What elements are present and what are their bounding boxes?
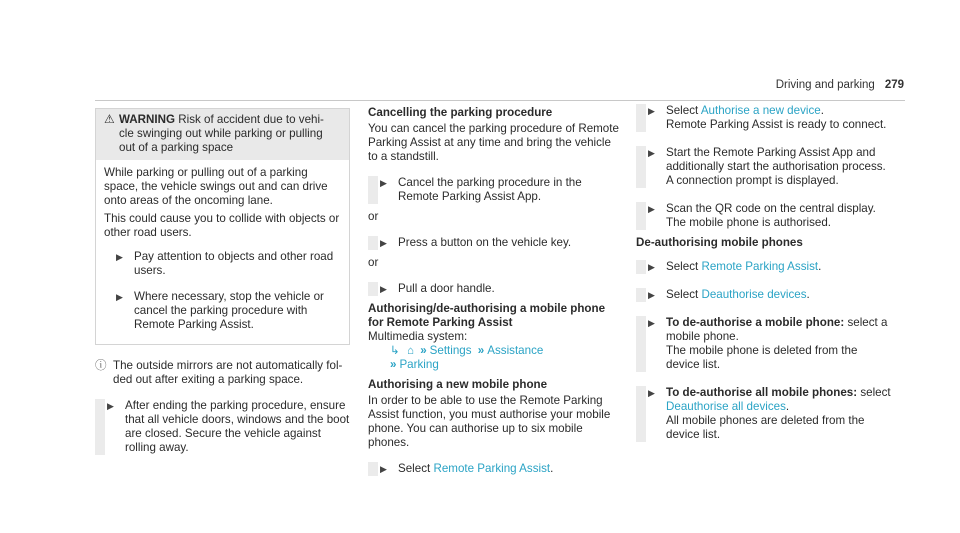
- warning-text-2: This could cause you to collide with objects or other road users.: [104, 212, 340, 239]
- note: [95, 359, 350, 387]
- play-arrow-icon: ▶: [648, 318, 655, 328]
- heading-deauthorise: De-authorising mobile phones: [636, 236, 803, 249]
- or-text: or: [368, 256, 379, 269]
- double-chevron-icon: »: [390, 358, 397, 371]
- link-deauthorise-devices: Deauthorise devices: [701, 288, 807, 301]
- play-arrow-icon: ▶: [648, 106, 655, 116]
- warning-title-line2: cle swinging out while parking or pulling: [119, 127, 323, 140]
- menu-path: [368, 344, 623, 372]
- step-item: ▶ Press a button on the vehicle key.: [368, 236, 623, 250]
- heading-cancel: Cancelling the parking procedure: [368, 106, 553, 119]
- link-remote-parking-assist: Remote Parking Assist: [701, 260, 819, 273]
- cancel-text: You can cancel the parking procedure of Remote Parking Assist at any time and bring the vehicle to a standstill.: [368, 122, 619, 163]
- multimedia-label: Multimedia system:: [368, 330, 468, 343]
- new-phone-text: In order to be able to use the Remote Parking Assist function, you must authorise your mobile phone. You can authorise up to six mobile phones.: [368, 394, 611, 449]
- warning-triangle-icon: ⚠: [104, 112, 115, 126]
- double-chevron-icon: »: [477, 344, 485, 357]
- step-item: ▶ Select Authorise a new device. Remote Parking Assist is ready to connect.: [636, 104, 891, 132]
- warning-box: [95, 108, 350, 345]
- column-3: [636, 100, 891, 448]
- step-item: ▶ Pay attention to objects and other road users.: [116, 250, 334, 277]
- column-2: [368, 100, 623, 482]
- play-arrow-icon: ▶: [116, 252, 123, 262]
- warning-title-line3: out of a parking space: [119, 141, 234, 154]
- page-number: 279: [884, 79, 904, 91]
- warning-title: Risk of accident due to vehi-: [178, 113, 324, 126]
- home-icon: ⌂: [406, 344, 414, 357]
- play-arrow-icon: ▶: [107, 401, 114, 411]
- warning-text-1: While parking or pulling out of a parking space, the vehicle swings out and can drive onto areas of the oncoming lane.: [104, 166, 328, 207]
- heading-new-phone: Authorising a new mobile phone: [368, 378, 548, 391]
- step-item: ▶ Select Deauthorise devices.: [636, 288, 891, 302]
- play-arrow-icon: ▶: [116, 292, 123, 302]
- column-1: [95, 100, 350, 461]
- link-remote-parking-assist: Remote Parking Assist: [433, 462, 551, 475]
- menu-assistance: Assistance: [487, 344, 544, 357]
- play-arrow-icon: ▶: [380, 464, 387, 474]
- play-arrow-icon: ▶: [648, 290, 655, 300]
- warning-label: WARNING: [119, 113, 176, 126]
- play-arrow-icon: ▶: [648, 204, 655, 214]
- section-title: Driving and parking: [775, 79, 875, 91]
- step-item: ▶ After ending the parking procedure, ensure that all vehicle doors, windows and the boot are closed. Secure the vehicle against rolling away.: [95, 399, 350, 455]
- warning-header: [96, 109, 349, 160]
- step-item: ▶ Pull a door handle.: [368, 282, 623, 296]
- link-authorise-new-device: Authorise a new device: [700, 104, 821, 117]
- menu-parking: Parking: [399, 358, 439, 371]
- step-item: ▶ To de-authorise all mobile phones: select Deauthorise all devices. All mobile phones are deleted from the device list.: [636, 386, 891, 442]
- double-chevron-icon: »: [420, 344, 427, 357]
- heading-authorise: Authorising/de-authorising a mobile phone for Remote Parking Assist: [368, 302, 606, 329]
- play-arrow-icon: ▶: [380, 238, 387, 248]
- running-header: [776, 78, 904, 92]
- link-deauthorise-all-devices: Deauthorise all devices: [666, 400, 786, 413]
- play-arrow-icon: ▶: [380, 178, 387, 188]
- play-arrow-icon: ▶: [648, 262, 655, 272]
- play-arrow-icon: ▶: [380, 284, 387, 294]
- play-arrow-icon: ▶: [648, 388, 655, 398]
- step-item: ▶ Select Remote Parking Assist.: [368, 462, 623, 476]
- info-circle-icon: ⓘ: [95, 359, 107, 372]
- step-item: ▶ To de-authorise a mobile phone: select a mobile phone. The mobile phone is deleted from the device list.: [636, 316, 891, 372]
- or-text: or: [368, 210, 379, 223]
- step-item: ▶ Where necessary, stop the vehicle or cancel the parking procedure with Remote Parking Assist.: [116, 290, 324, 331]
- note-text: The outside mirrors are not automatically fol-ded out after exiting a parking space.: [113, 359, 343, 386]
- return-arrow-icon: ↳: [390, 344, 400, 357]
- step-item: ▶ Cancel the parking procedure in the Remote Parking Assist App.: [368, 176, 623, 204]
- step-item: ▶ Select Remote Parking Assist.: [636, 260, 891, 274]
- step-item: ▶ Start the Remote Parking Assist App and additionally start the authorisation process. A connection prompt is displayed.: [636, 146, 891, 188]
- warning-body: [96, 160, 349, 332]
- menu-settings: Settings: [429, 344, 472, 357]
- play-arrow-icon: ▶: [648, 148, 655, 158]
- step-item: ▶ Scan the QR code on the central display. The mobile phone is authorised.: [636, 202, 891, 230]
